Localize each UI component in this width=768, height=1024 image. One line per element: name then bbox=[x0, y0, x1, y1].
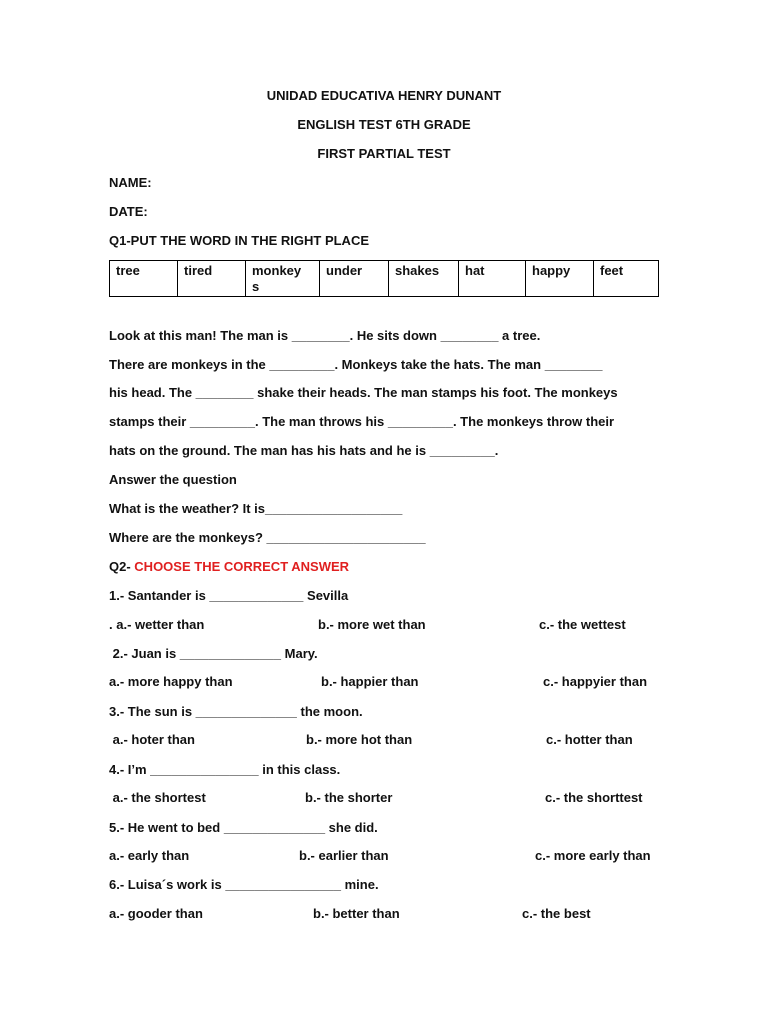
option-c: c.- happyier than bbox=[543, 674, 648, 689]
option-c: c.- the shorttest bbox=[545, 790, 643, 805]
word-bank-cell bbox=[246, 261, 320, 297]
option-c: c.- hotter than bbox=[546, 732, 633, 747]
word-bank-row bbox=[110, 261, 659, 297]
q2-prefix: Q2- bbox=[109, 559, 135, 574]
name-field-label: NAME: bbox=[109, 175, 152, 190]
option-a: a.- more happy than bbox=[109, 674, 233, 689]
comprehension-question: Where are the monkeys? ______________________ bbox=[109, 530, 426, 545]
question-text: 6.- Luisa´s work is ________________ mine. bbox=[109, 877, 379, 892]
option-c: c.- the wettest bbox=[539, 617, 626, 632]
word-bank-cell: happy bbox=[526, 261, 594, 297]
question-text: 2.- Juan is ______________ Mary. bbox=[109, 646, 318, 661]
answer-heading: Answer the question bbox=[109, 472, 237, 487]
option-a: a.- gooder than bbox=[109, 906, 203, 921]
option-a: a.- the shortest bbox=[109, 790, 206, 805]
question-text: 3.- The sun is ______________ the moon. bbox=[109, 704, 363, 719]
word-bank-cell: shakes bbox=[389, 261, 459, 297]
word-bank-cell: feet bbox=[594, 261, 659, 297]
test-title: ENGLISH TEST 6TH GRADE bbox=[297, 117, 471, 132]
q1-title: Q1-PUT THE WORD IN THE RIGHT PLACE bbox=[109, 233, 369, 248]
option-b: b.- the shorter bbox=[305, 790, 393, 805]
school-name: UNIDAD EDUCATIVA HENRY DUNANT bbox=[266, 88, 502, 103]
option-b: b.- earlier than bbox=[299, 848, 389, 863]
word-bank-table bbox=[109, 260, 659, 297]
option-a: a.- hoter than bbox=[109, 732, 195, 747]
passage-line: stamps their _________. The man throws his _________. The monkeys throw their bbox=[109, 414, 615, 429]
passage-line: Look at this man! The man is ________. He sits down ________ a tree. bbox=[109, 328, 541, 343]
option-b: b.- happier than bbox=[321, 674, 419, 689]
option-a: a.- early than bbox=[109, 848, 190, 863]
word-bank-word: monkey bbox=[252, 263, 302, 278]
word-bank-cell: tree bbox=[110, 261, 178, 297]
passage-line: hats on the ground. The man has his hats and he is _________. bbox=[109, 443, 499, 458]
partial-title: FIRST PARTIAL TEST bbox=[317, 146, 451, 161]
passage-line: his head. The ________ shake their heads. The man stamps his foot. The monkeys bbox=[109, 385, 618, 400]
option-b: b.- more hot than bbox=[306, 732, 413, 747]
word-bank-word-wrap: s bbox=[252, 279, 260, 294]
option-c: c.- the best bbox=[522, 906, 591, 921]
word-bank-cell: under bbox=[320, 261, 389, 297]
word-bank-cell: hat bbox=[459, 261, 526, 297]
option-a: . a.- wetter than bbox=[109, 617, 205, 632]
comprehension-question: What is the weather? It is___________________ bbox=[109, 501, 403, 516]
option-c: c.- more early than bbox=[535, 848, 651, 863]
question-text: 4.- I’m _______________ in this class. bbox=[109, 762, 341, 777]
question-text: 1.- Santander is _____________ Sevilla bbox=[109, 588, 349, 603]
option-b: b.- more wet than bbox=[318, 617, 426, 632]
date-field-label: DATE: bbox=[109, 204, 148, 219]
q2-title bbox=[109, 559, 349, 575]
question-text: 5.- He went to bed ______________ she did. bbox=[109, 820, 378, 835]
option-b: b.- better than bbox=[313, 906, 400, 921]
q2-instruction: CHOOSE THE CORRECT ANSWER bbox=[134, 559, 350, 574]
word-bank-cell: tired bbox=[178, 261, 246, 297]
passage-line: There are monkeys in the _________. Monkeys take the hats. The man ________ bbox=[109, 357, 603, 372]
